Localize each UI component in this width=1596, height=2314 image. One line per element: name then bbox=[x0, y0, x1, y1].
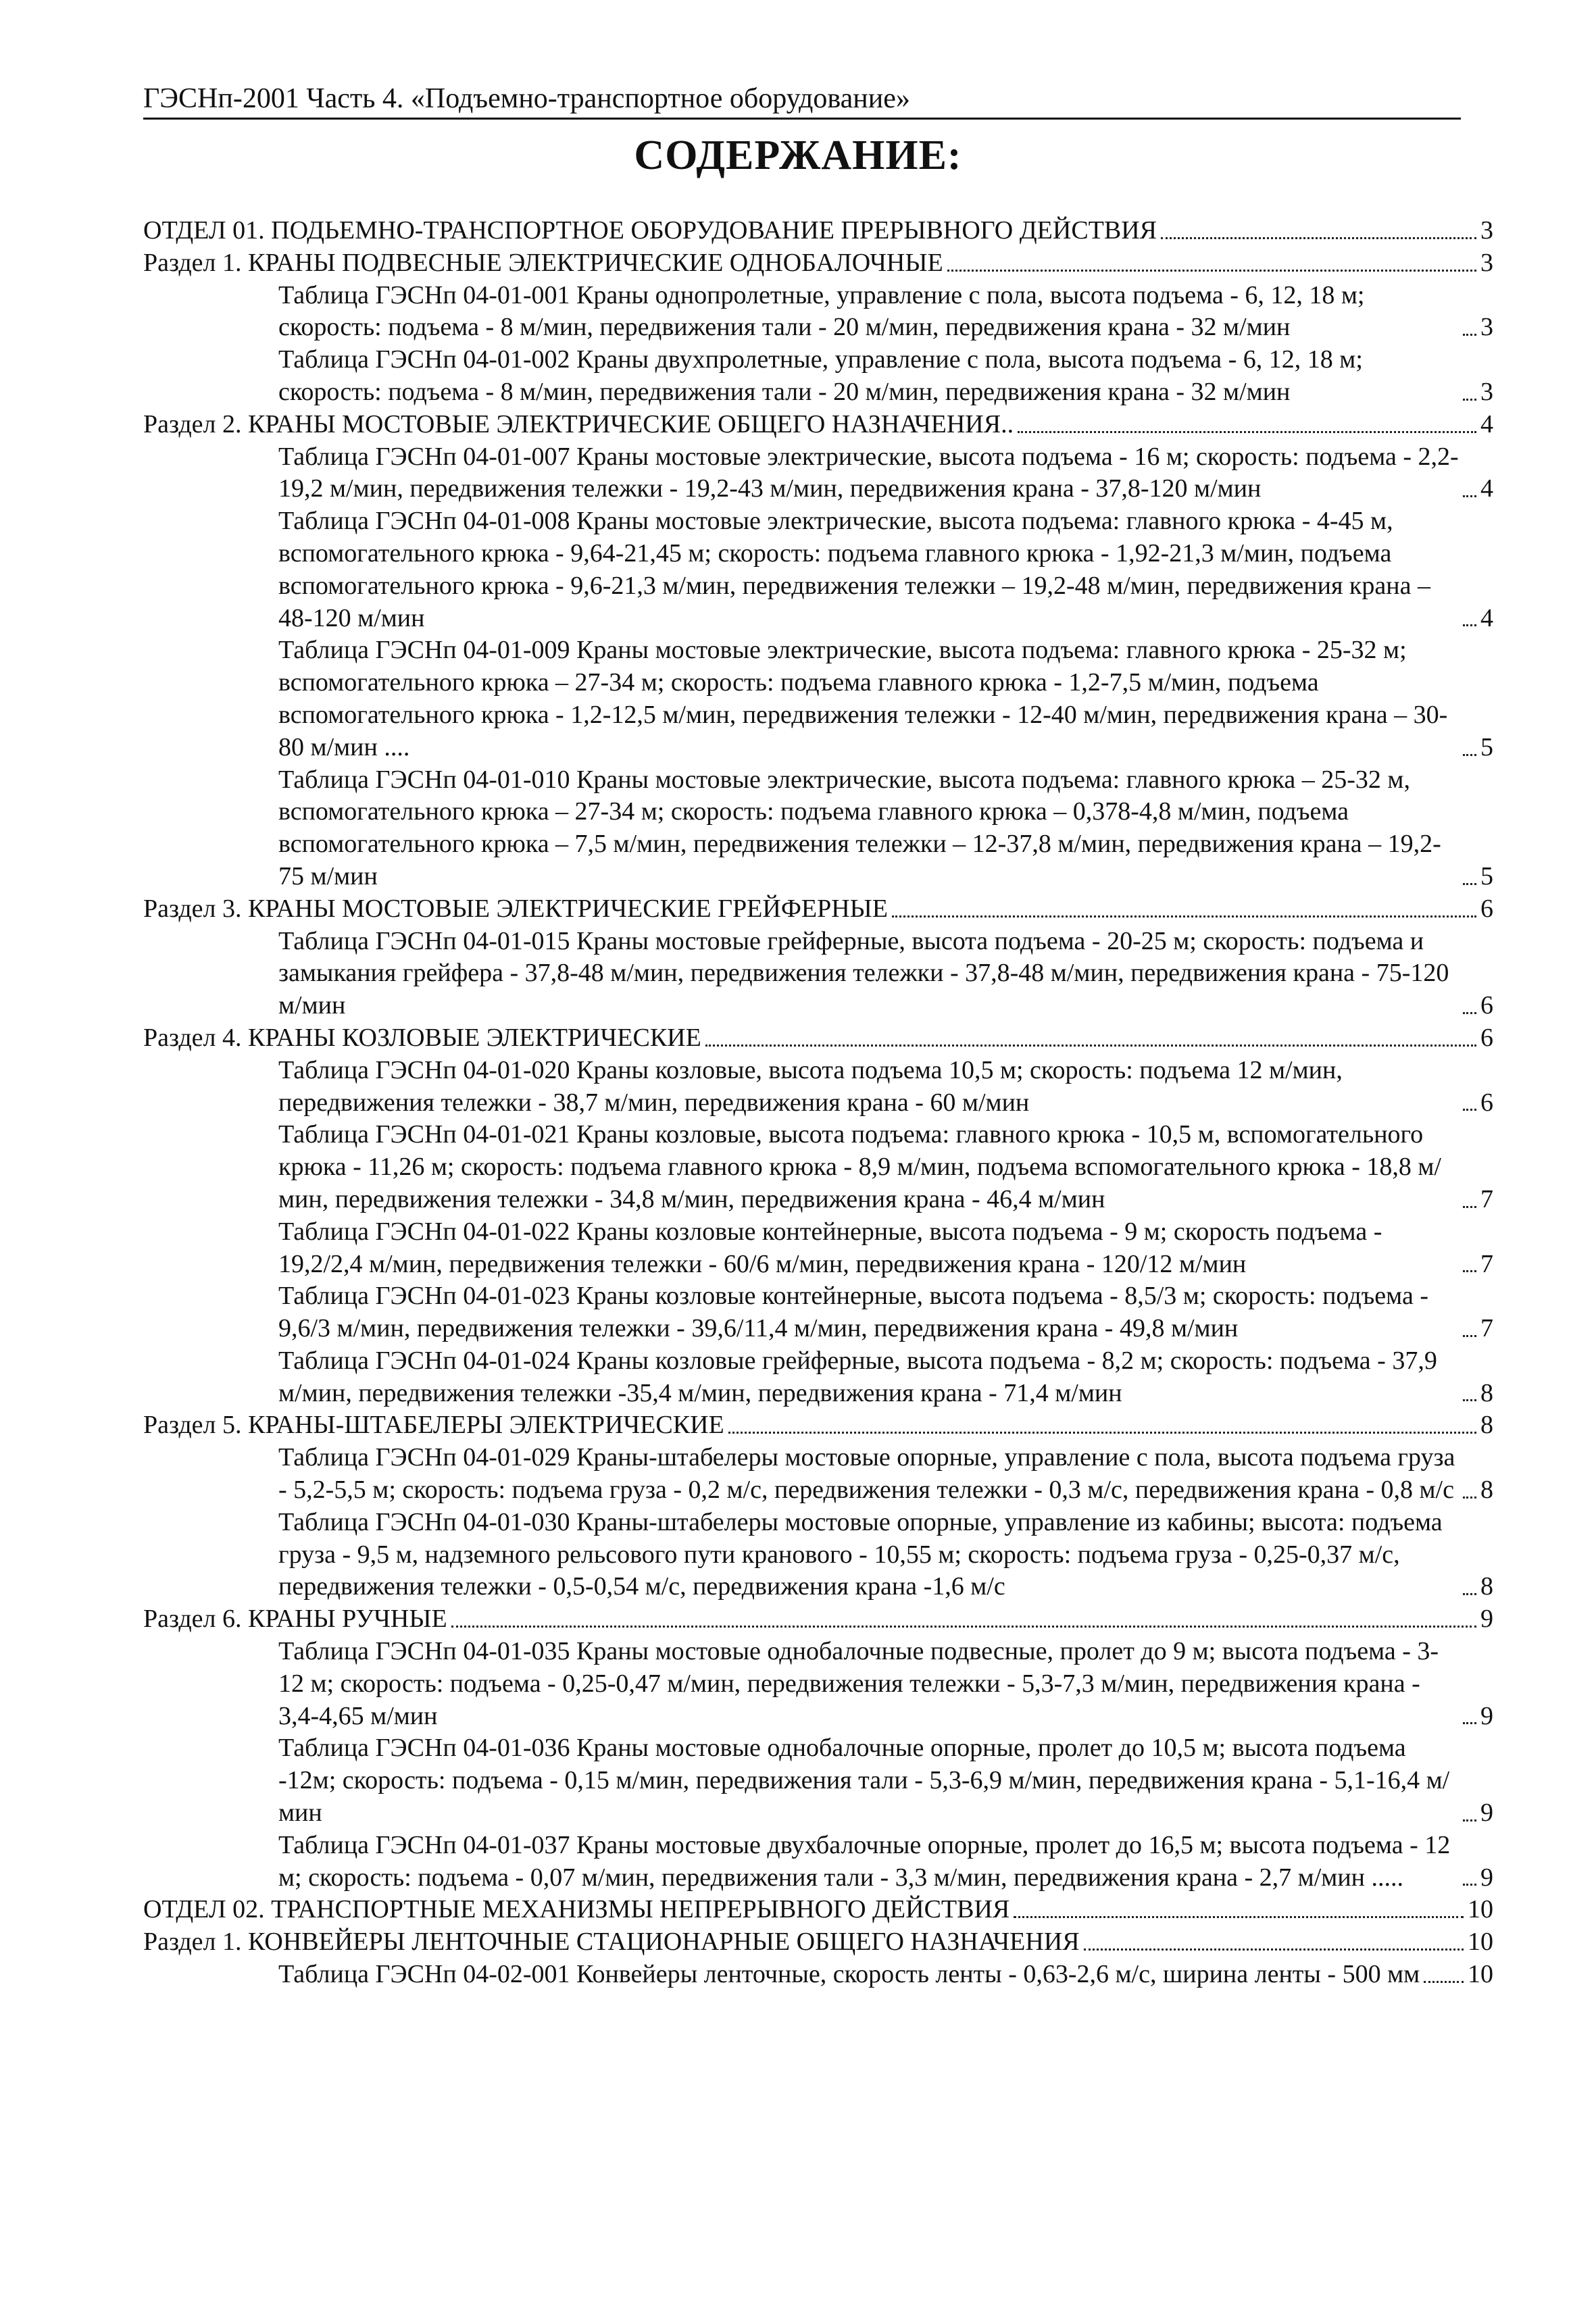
dot-leader bbox=[1463, 334, 1476, 336]
toc-page-number: 10 bbox=[1468, 1895, 1493, 1924]
toc-entry[interactable] bbox=[143, 1926, 1493, 1959]
toc-entry[interactable] bbox=[143, 441, 1493, 506]
toc-entry-title: Таблица ГЭСНп 04-01-021 Краны козловые, высота подъема: главного крюка - 10,5 м, вспомогательного крюка - 11,26 м; скорость: подъема главного крюка - 8,9 м/мин, подъема вспомогательного крюка - 18,8 м/мин, передвижения тележки - 34,8 м/мин, передвижения крана - 46,4 м/мин bbox=[278, 1120, 1441, 1213]
dot-leader bbox=[1018, 431, 1476, 433]
toc-entry-title: Таблица ГЭСНп 04-01-030 Краны-штабелеры мостовые опорные, управление из кабины; высота: подъема груза - 9,5 м, надземного рельсового пути кранового - 10,55 м; скорость: подъема груза - 0,25-0,37 м/с, передвижения тележки - 0,5-0,54 м/с, передвижения крана -1,6 м/с bbox=[278, 1507, 1443, 1601]
toc-entry[interactable] bbox=[143, 1894, 1493, 1926]
toc-entry[interactable] bbox=[143, 1442, 1493, 1507]
dot-leader bbox=[1463, 1335, 1476, 1337]
toc-entry[interactable] bbox=[143, 1409, 1493, 1442]
toc-page-number: 4 bbox=[1480, 409, 1493, 438]
toc-page-number: 5 bbox=[1480, 732, 1493, 761]
page-title: СОДЕРЖАНИЕ: bbox=[634, 132, 962, 178]
toc-page-number: 9 bbox=[1480, 1799, 1493, 1828]
toc-entry-title: ОТДЕЛ 01. ПОДЬЕМНО-ТРАНСПОРТНОЕ ОБОРУДОВАНИЕ ПРЕРЫВНОГО ДЕЙСТВИЯ bbox=[143, 216, 1157, 245]
running-header: ГЭСНп-2001 Часть 4. «Подъемно-транспортное оборудование» bbox=[143, 80, 1461, 120]
toc-page-number: 6 bbox=[1480, 1023, 1493, 1052]
toc-entry-title: Таблица ГЭСНп 04-01-035 Краны мостовые однобалочные подвесные, пролет до 9 м; высота подъема - 3-12 м; скорость: подъема - 0,25-0,47 м/мин, передвижения тележки - 5,3-7,3 м/мин, передвижения крана - 3,4-4,65 м/мин bbox=[278, 1637, 1439, 1730]
toc-page-number: 9 bbox=[1480, 1863, 1493, 1892]
toc-entry-title: Раздел 5. КРАНЫ-ШТАБЕЛЕРЫ ЭЛЕКТРИЧЕСКИЕ bbox=[143, 1411, 724, 1440]
dot-leader bbox=[1463, 1722, 1476, 1724]
toc-entry[interactable] bbox=[143, 634, 1493, 763]
toc-entry-title: Таблица ГЭСНп 04-01-022 Краны козловые контейнерные, высота подъема - 9 м; скорость подъема - 19,2/2,4 м/мин, передвижения тележки - 60/6 м/мин, передвижения крана - 120/12 м/мин bbox=[278, 1217, 1382, 1278]
toc-entry-title: Раздел 1. КРАНЫ ПОДВЕСНЫЕ ЭЛЕКТРИЧЕСКИЕ ОДНОБАЛОЧНЫЕ bbox=[143, 248, 943, 277]
dot-leader bbox=[1463, 1399, 1476, 1401]
dot-leader bbox=[947, 270, 1476, 272]
toc-entry[interactable] bbox=[143, 247, 1493, 280]
toc-entry-title: Таблица ГЭСНп 04-01-015 Краны мостовые грейферные, высота подъема - 20-25 м; скорость: подъема и замыкания грейфера - 37,8-48 м/мин, передвижения тележки - 37,8-48 м/мин, передвижения крана - 75-120 м/мин bbox=[278, 926, 1449, 1020]
toc-page-number: 7 bbox=[1480, 1249, 1493, 1278]
toc-page-number: 10 bbox=[1468, 1960, 1493, 1989]
dot-leader bbox=[1463, 1109, 1476, 1111]
toc-entry-title: Таблица ГЭСНп 04-01-020 Краны козловые, высота подъема 10,5 м; скорость: подъема 12 м/мин, передвижения тележки - 38,7 м/мин, передвижения крана - 60 м/мин bbox=[278, 1055, 1343, 1117]
toc-entry[interactable] bbox=[143, 1216, 1493, 1281]
table-of-contents bbox=[143, 215, 1493, 1991]
toc-page-number: 4 bbox=[1480, 474, 1493, 503]
toc-entry-title: Раздел 6. КРАНЫ РУЧНЫЕ bbox=[143, 1605, 447, 1634]
toc-entry-title: Таблица ГЭСНп 04-01-037 Краны мостовые двухбалочные опорные, пролет до 16,5 м; высота подъема - 12 м; скорость: подъема - 0,07 м/мин, передвижения тали - 3,3 м/мин, передвижения крана - 2,7 м/мин ..... bbox=[278, 1830, 1451, 1892]
toc-page-number: 5 bbox=[1480, 861, 1493, 890]
toc-entry-title: Раздел 2. КРАНЫ МОСТОВЫЕ ЭЛЕКТРИЧЕСКИЕ ОБЩЕГО НАЗНАЧЕНИЯ.. bbox=[143, 409, 1014, 438]
toc-page-number: 7 bbox=[1480, 1314, 1493, 1343]
toc-page-number: 8 bbox=[1480, 1476, 1493, 1505]
toc-page-number: 6 bbox=[1480, 894, 1493, 923]
dot-leader bbox=[1463, 495, 1476, 497]
toc-entry[interactable] bbox=[143, 505, 1493, 634]
toc-page-number: 3 bbox=[1480, 313, 1493, 342]
toc-entry-title: Таблица ГЭСНп 04-01-024 Краны козловые грейферные, высота подъема - 8,2 м; скорость: подъема - 37,9 м/мин, передвижения тележки -35,4 м/мин, передвижения крана - 71,4 м/мин bbox=[278, 1346, 1437, 1407]
dot-leader bbox=[1463, 1012, 1476, 1014]
toc-entry-title: Таблица ГЭСНп 04-01-008 Краны мостовые электрические, высота подъема: главного крюка - 4-45 м, вспомогательного крюка - 9,64-21,45 м; скорость: подъема главного крюка - 1,92-21,3 м/мин, подъема вспомогательного крюка - 9,6-21,3 м/мин, передвижения тележки – 19,2-48 м/мин, передвижения крана – 48-120 м/мин bbox=[278, 507, 1430, 632]
toc-entry[interactable] bbox=[143, 1732, 1493, 1829]
toc-entry[interactable] bbox=[143, 1055, 1493, 1120]
toc-page-number: 6 bbox=[1480, 991, 1493, 1020]
toc-entry[interactable] bbox=[143, 215, 1493, 247]
toc-entry[interactable] bbox=[143, 1959, 1493, 1991]
toc-entry[interactable] bbox=[143, 280, 1493, 345]
toc-page-number: 6 bbox=[1480, 1088, 1493, 1117]
dot-leader bbox=[1463, 1496, 1476, 1499]
toc-page-number: 8 bbox=[1480, 1572, 1493, 1601]
toc-page-number: 8 bbox=[1480, 1411, 1493, 1440]
toc-entry[interactable] bbox=[143, 926, 1493, 1022]
toc-entry-title: ОТДЕЛ 02. ТРАНСПОРТНЫЕ МЕХАНИЗМЫ НЕПРЕРЫВНОГО ДЕЙСТВИЯ bbox=[143, 1895, 1010, 1924]
toc-entry-title: Таблица ГЭСНп 04-01-029 Краны-штабелеры мостовые опорные, управление с пола, высота подъема груза - 5,2-5,5 м; скорость: подъема груза - 0,2 м/с, передвижения тележки - 0,3 м/с, передвижения крана - 0,8 м/с bbox=[278, 1443, 1455, 1505]
toc-entry[interactable] bbox=[143, 344, 1493, 409]
dot-leader bbox=[1424, 1981, 1464, 1983]
toc-entry[interactable] bbox=[143, 893, 1493, 926]
dot-leader bbox=[1014, 1916, 1464, 1918]
toc-page-number: 3 bbox=[1480, 248, 1493, 277]
dot-leader bbox=[1161, 237, 1476, 239]
dot-leader bbox=[1463, 1270, 1476, 1272]
toc-entry-title: Таблица ГЭСНп 04-01-036 Краны мостовые однобалочные опорные, пролет до 10,5 м; высота подъема -12м; скорость: подъема - 0,15 м/мин, передвижения тали - 5,3-6,9 м/мин, передвижения крана - 5,1-16,4 м/мин bbox=[278, 1734, 1450, 1828]
dot-leader bbox=[705, 1045, 1476, 1047]
toc-entry[interactable] bbox=[143, 764, 1493, 893]
dot-leader bbox=[728, 1432, 1476, 1434]
dot-leader bbox=[1084, 1948, 1464, 1951]
toc-page-number: 9 bbox=[1480, 1605, 1493, 1634]
toc-entry-title: Таблица ГЭСНп 04-01-023 Краны козловые контейнерные, высота подъема - 8,5/3 м; скорость: подъема - 9,6/3 м/мин, передвижения тележки - 39,6/11,4 м/мин, передвижения крана - 49,8 м/мин bbox=[278, 1282, 1428, 1343]
toc-page-number: 8 bbox=[1480, 1378, 1493, 1407]
toc-entry[interactable] bbox=[143, 1022, 1493, 1055]
toc-entry-title: Раздел 1. КОНВЕЙЕРЫ ЛЕНТОЧНЫЕ СТАЦИОНАРНЫЕ ОБЩЕГО НАЗНАЧЕНИЯ bbox=[143, 1928, 1080, 1957]
toc-page-number: 7 bbox=[1480, 1184, 1493, 1213]
dot-leader bbox=[1463, 399, 1476, 401]
dot-leader bbox=[1463, 624, 1476, 626]
toc-entry-title: Раздел 3. КРАНЫ МОСТОВЫЕ ЭЛЕКТРИЧЕСКИЕ ГРЕЙФЕРНЫЕ bbox=[143, 894, 888, 923]
toc-entry[interactable] bbox=[143, 409, 1493, 441]
dot-leader bbox=[451, 1626, 1476, 1628]
dot-leader bbox=[1463, 754, 1476, 756]
toc-entry-title: Таблица ГЭСНп 04-01-010 Краны мостовые электрические, высота подъема: главного крюка – 25-32 м, вспомогательного крюка – 27-34 м; скорость: подъема главного крюка – 0,378-4,8 м/мин, подъема вспомогательного крюка – 7,5 м/мин, передвижения тележки – 12-37,8 м/мин, передвижения крана – 19,2-75 м/мин bbox=[278, 765, 1441, 890]
toc-entry[interactable] bbox=[143, 1636, 1493, 1732]
toc-entry[interactable] bbox=[143, 1345, 1493, 1410]
toc-entry-title: Таблица ГЭСНп 04-01-001 Краны однопролетные, управление с пола, высота подъема - 6, 12, 18 м; скорость: подъема - 8 м/мин, передвижения тали - 20 м/мин, передвижения крана - 32 м/мин bbox=[278, 280, 1365, 342]
toc-entry-title: Таблица ГЭСНп 04-02-001 Конвейеры ленточные, скорость ленты - 0,63-2,6 м/с, ширина ленты - 500 мм bbox=[278, 1960, 1420, 1989]
toc-page-number: 9 bbox=[1480, 1701, 1493, 1730]
dot-leader bbox=[1463, 1206, 1476, 1208]
toc-entry-title: Раздел 4. КРАНЫ КОЗЛОВЫЕ ЭЛЕКТРИЧЕСКИЕ bbox=[143, 1023, 701, 1052]
dot-leader bbox=[1463, 883, 1476, 885]
toc-entry[interactable] bbox=[143, 1603, 1493, 1636]
dot-leader bbox=[892, 915, 1476, 917]
toc-page-number: 3 bbox=[1480, 216, 1493, 245]
dot-leader bbox=[1463, 1819, 1476, 1821]
toc-page-number: 4 bbox=[1480, 603, 1493, 632]
toc-entry-title: Таблица ГЭСНп 04-01-009 Краны мостовые электрические, высота подъема: главного крюка - 25-32 м; вспомогательного крюка – 27-34 м; скорость: подъема главного крюка - 1,2-7,5 м/мин, подъема вспомогательного крюка - 1,2-12,5 м/мин, передвижения тележки - 12-40 м/мин, передвижения крана – 30-80 м/мин .... bbox=[278, 636, 1448, 761]
toc-entry[interactable] bbox=[143, 1280, 1493, 1345]
toc-entry[interactable] bbox=[143, 1507, 1493, 1603]
dot-leader bbox=[1463, 1593, 1476, 1595]
dot-leader bbox=[1463, 1884, 1476, 1886]
toc-entry-title: Таблица ГЭСНп 04-01-002 Краны двухпролетные, управление с пола, высота подъема - 6, 12, 18 м; скорость: подъема - 8 м/мин, передвижения тали - 20 м/мин, передвижения крана - 32 м/мин bbox=[278, 345, 1363, 406]
toc-entry[interactable] bbox=[143, 1830, 1493, 1894]
toc-page-number: 3 bbox=[1480, 377, 1493, 406]
toc-page-number: 10 bbox=[1468, 1928, 1493, 1957]
toc-entry-title: Таблица ГЭСНп 04-01-007 Краны мостовые электрические, высота подъема - 16 м; скорость: подъема - 2,2-19,2 м/мин, передвижения тележки - 19,2-43 м/мин, передвижения крана - 37,8-120 м/мин bbox=[278, 442, 1459, 503]
toc-entry[interactable] bbox=[143, 1119, 1493, 1215]
